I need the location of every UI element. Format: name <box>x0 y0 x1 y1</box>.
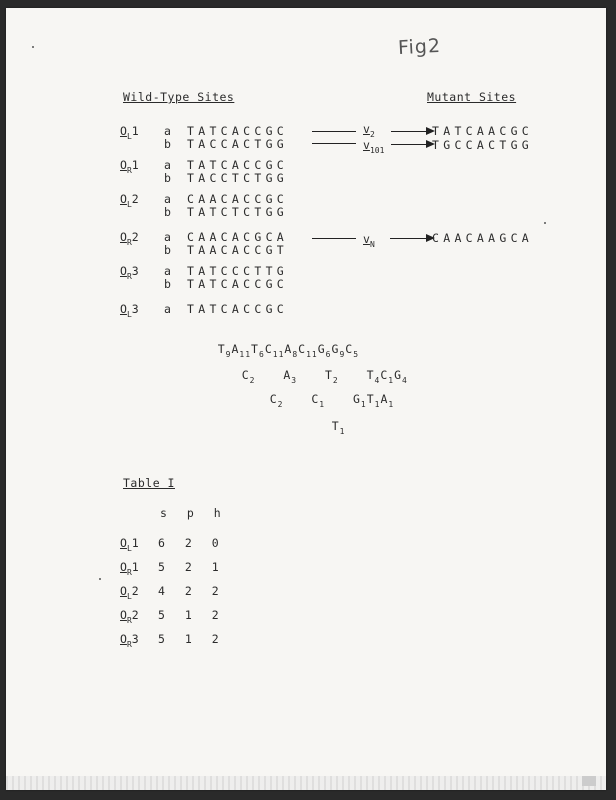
operator-letter: O <box>120 560 127 574</box>
count: 1 <box>388 376 395 385</box>
operator-subscript: R <box>126 272 132 281</box>
strand-sequence: TATCACCGC <box>187 124 289 138</box>
operator-letter: O <box>120 158 127 172</box>
table-cell: 2 <box>184 584 196 598</box>
count: 9 <box>339 350 346 359</box>
count: 3 <box>291 376 298 385</box>
strand-sequence: TAACACCGT <box>187 243 289 257</box>
table-row-values <box>158 536 222 550</box>
operator-number: 2 <box>131 584 139 598</box>
arrow-line <box>312 131 356 132</box>
operator-label <box>120 264 139 281</box>
operator-label <box>120 192 139 209</box>
table-cell: 2 <box>184 560 196 574</box>
mutant-sequence: CAACAAGCA <box>432 231 534 245</box>
table-cell: 1 <box>211 560 223 574</box>
table-cell: 0 <box>211 536 223 550</box>
table-cell: 6 <box>158 536 169 550</box>
operator-subscript: L <box>126 200 132 209</box>
operator-subscript: L <box>126 132 132 141</box>
column-header: p <box>186 506 198 520</box>
operator-letter: O <box>120 302 127 316</box>
strand-label: a <box>164 230 171 244</box>
column-header: s <box>160 506 171 520</box>
operator-letter: O <box>120 264 127 278</box>
operator-subscript: L <box>126 544 132 553</box>
operator-letter: O <box>120 124 127 138</box>
count: 5 <box>353 350 360 359</box>
operator-letter: O <box>120 536 127 550</box>
strand-label: a <box>164 158 171 172</box>
speck <box>544 222 546 224</box>
column-header: h <box>213 506 225 520</box>
mutant-label-v2 <box>363 122 375 139</box>
base: T <box>251 342 259 356</box>
table-cell: 4 <box>158 584 169 598</box>
strand-label: b <box>164 171 171 185</box>
mutant-sequence: TATCAACGC <box>432 124 534 138</box>
arrow-line <box>391 131 427 132</box>
scan-corner-mark <box>582 776 596 786</box>
count: 8 <box>292 350 299 359</box>
strand-label: a <box>164 124 171 138</box>
count: 1 <box>360 400 367 409</box>
mutant-subscript: N <box>369 240 375 249</box>
mutant-subscript: 101 <box>369 146 385 155</box>
base: C <box>298 342 307 356</box>
base: C <box>241 368 250 382</box>
mutant-label-v101 <box>363 138 384 155</box>
count: 2 <box>249 376 256 385</box>
count: 1 <box>374 400 381 409</box>
scan-edge <box>6 776 606 790</box>
speck <box>32 46 34 48</box>
arrow-line <box>312 143 356 144</box>
operator-subscript: R <box>126 640 132 649</box>
table-cell: 1 <box>184 632 196 646</box>
table-row-operator <box>120 584 139 601</box>
count: 2 <box>332 376 339 385</box>
count: 2 <box>277 400 284 409</box>
operator-number: 3 <box>131 264 139 278</box>
count: 6 <box>325 350 332 359</box>
strand-sequence: TACCTCTGG <box>187 171 289 185</box>
mutant-header: Mutant Sites <box>427 90 517 104</box>
arrow-line <box>390 238 428 239</box>
strand-label: b <box>164 243 171 257</box>
count: 9 <box>225 350 232 359</box>
strand-label: b <box>164 277 171 291</box>
table-header-row <box>160 506 224 520</box>
speck <box>99 578 101 580</box>
figure-label: Fig2 <box>397 34 442 60</box>
base: T <box>366 392 375 406</box>
table-cell: 2 <box>211 608 223 622</box>
table-row-operator <box>120 560 139 577</box>
strand-label: a <box>164 302 171 316</box>
consensus-row-4 <box>300 405 345 450</box>
base: G <box>317 342 326 356</box>
operator-number: 1 <box>131 158 139 172</box>
base: T <box>217 342 226 356</box>
mutant-letter: v <box>363 232 370 246</box>
document-page <box>6 8 606 790</box>
operator-subscript: R <box>126 238 132 247</box>
operator-letter: O <box>120 584 127 598</box>
strand-label: b <box>164 137 171 151</box>
mutant-label-vn <box>363 232 375 249</box>
table-title: Table I <box>123 476 175 490</box>
table-cell: 2 <box>211 584 223 598</box>
base: G <box>331 342 340 356</box>
base: G <box>394 368 403 382</box>
operator-number: 1 <box>131 560 139 574</box>
table-row-values <box>158 560 222 574</box>
strand-sequence: TATCACCGC <box>187 158 289 172</box>
base: A <box>284 342 293 356</box>
strand-sequence: CAACACGCA <box>187 230 289 244</box>
count: 1 <box>339 427 346 436</box>
base: C <box>380 368 389 382</box>
arrow-line <box>391 144 427 145</box>
operator-number: 2 <box>131 608 139 622</box>
table-cell: 5 <box>158 632 169 646</box>
strand-label: a <box>164 264 171 278</box>
operator-letter: O <box>120 192 127 206</box>
base: C <box>345 342 354 356</box>
base: C <box>311 392 320 406</box>
operator-subscript: L <box>126 592 132 601</box>
operator-number: 2 <box>131 230 139 244</box>
table-cell: 5 <box>158 608 169 622</box>
table-row-operator <box>120 536 139 553</box>
table-cell: 2 <box>211 632 223 646</box>
count: 11 <box>239 350 252 359</box>
table-cell: 5 <box>158 560 169 574</box>
base: C <box>269 392 278 406</box>
table-row-operator <box>120 632 139 649</box>
count: 1 <box>388 400 395 409</box>
table-row-values <box>158 632 222 646</box>
operator-number: 1 <box>131 536 139 550</box>
operator-subscript: R <box>126 166 132 175</box>
base: A <box>380 392 389 406</box>
operator-number: 1 <box>131 124 139 138</box>
operator-letter: O <box>120 632 127 646</box>
operator-subscript: L <box>126 310 132 319</box>
base: G <box>352 392 361 406</box>
operator-number: 2 <box>131 192 139 206</box>
table-row-values <box>158 608 222 622</box>
strand-label: b <box>164 205 171 219</box>
base: T <box>324 368 333 382</box>
operator-letter: O <box>120 608 127 622</box>
count: 11 <box>306 350 318 359</box>
mutant-letter: v <box>363 122 370 136</box>
count: 6 <box>258 350 265 359</box>
operator-subscript: R <box>126 616 132 625</box>
operator-label <box>120 302 139 319</box>
count: 4 <box>402 376 408 385</box>
base: A <box>283 368 292 382</box>
operator-number: 3 <box>131 632 139 646</box>
operator-label <box>120 124 139 141</box>
mutant-letter: v <box>363 138 370 152</box>
operator-number: 3 <box>131 302 139 316</box>
table-row-operator <box>120 608 139 625</box>
base: C <box>264 342 273 356</box>
mutant-sequence: TGCCACTGG <box>432 138 534 152</box>
strand-sequence: TATCCCTTG <box>187 264 289 278</box>
wild-type-header: Wild-Type Sites <box>123 90 235 104</box>
strand-label: a <box>164 192 171 206</box>
operator-letter: O <box>120 230 127 244</box>
base: A <box>231 342 240 356</box>
base: T <box>331 419 340 433</box>
strand-sequence: TATCACCGC <box>187 277 289 291</box>
strand-sequence: CAACACCGC <box>187 192 289 206</box>
count: 4 <box>374 376 381 385</box>
table-cell: 2 <box>184 536 196 550</box>
table-cell: 1 <box>184 608 196 622</box>
strand-sequence: TATCTCTGG <box>187 205 289 219</box>
operator-label <box>120 230 139 247</box>
operator-label <box>120 158 139 175</box>
arrow-line <box>312 238 356 239</box>
count: 1 <box>319 400 326 409</box>
strand-sequence: TATCACCGC <box>187 302 289 316</box>
mutant-subscript: 2 <box>369 130 375 139</box>
table-row-values <box>158 584 222 598</box>
count: 11 <box>272 350 285 359</box>
base: T <box>366 368 375 382</box>
strand-sequence: TACCACTGG <box>187 137 289 151</box>
operator-subscript: R <box>126 568 132 577</box>
